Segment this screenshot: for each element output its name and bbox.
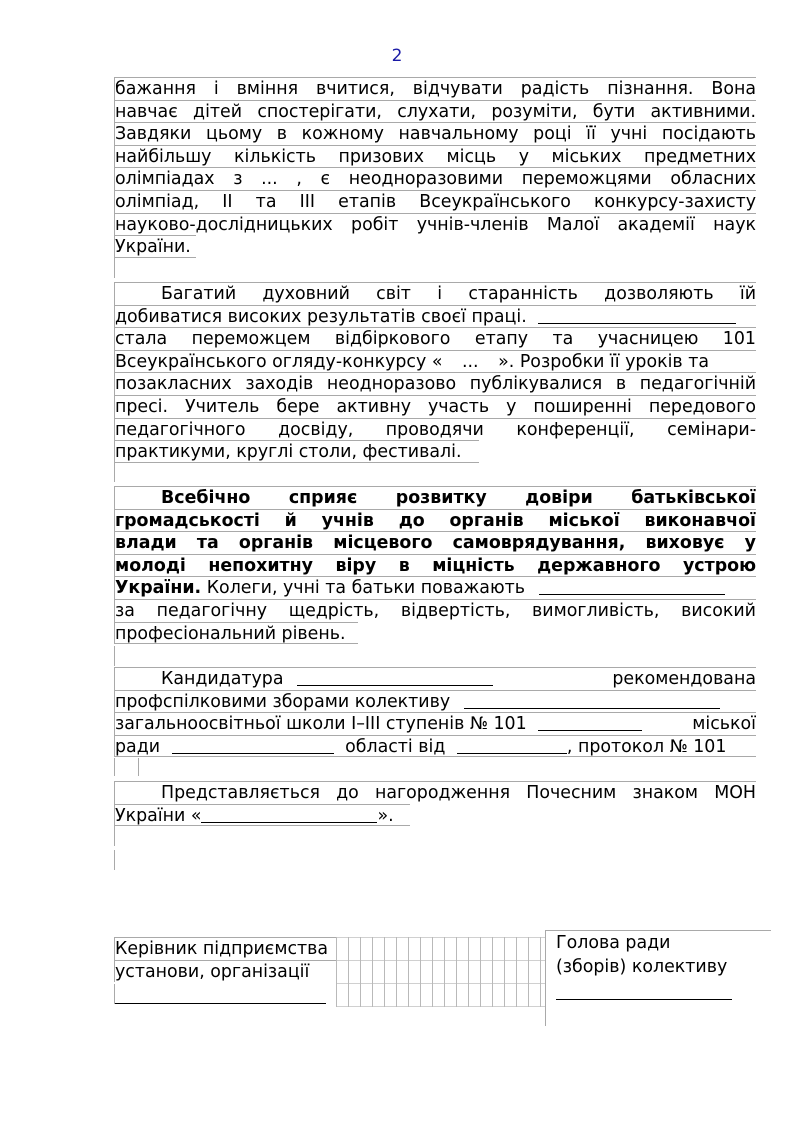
paragraph-marker	[138, 758, 139, 776]
text-line: олімпіад, ІІ та ІІІ етапів Всеукраїнського конкурсу-захисту	[115, 191, 756, 212]
text-line: пресі. Учитель бере активну участь у поширенні передового	[115, 396, 756, 417]
text-line: Всебічно сприяє розвитку довіри батьківської	[114, 486, 756, 509]
paragraph-1	[114, 77, 756, 258]
text-span: загальноосвітньої школи І–ІІІ ступенів № 101	[115, 714, 527, 735]
text-line: бажання і вміння вчитися, відчувати радість пізнання. Вона	[115, 79, 756, 99]
blank-field[interactable]	[539, 578, 725, 595]
paragraph-marker	[114, 984, 115, 1004]
text-line: за педагогічну щедрість, відвертість, вимогливість, високий	[115, 600, 756, 621]
signature-right	[545, 930, 771, 1026]
paragraph-4	[114, 667, 756, 757]
text-line: позакласних заходів неодноразово публікувалися в педагогічній	[115, 374, 756, 395]
text-span: ».	[377, 805, 394, 826]
text-line	[114, 712, 756, 735]
text-line	[114, 690, 756, 713]
text-line	[114, 667, 756, 690]
text-span: області від	[345, 736, 446, 757]
text-line: стала переможцем відбіркового етапу та учасницею 101	[115, 329, 756, 350]
text-span: профспілковими зборами колективу	[115, 691, 451, 712]
blank-field[interactable]	[297, 669, 493, 686]
text-span: Всеукраїнського огляду-конкурсу «	[115, 351, 443, 372]
text-line: олімпіадах з ... , є неодноразовими переможцями обласних	[115, 169, 756, 190]
text-line: практикуми, круглі столи, фестивалі.	[114, 440, 479, 463]
text-span: добиватися високих результатів своєї праці.	[115, 306, 527, 327]
signature-line-right[interactable]	[556, 999, 732, 1000]
paragraph-marker	[114, 850, 115, 870]
text-line	[114, 576, 756, 599]
text-span: України «	[115, 805, 202, 826]
page-number: 2	[391, 46, 403, 66]
table-grid	[336, 937, 545, 1007]
text-span: ». Розробки її уроків та	[498, 351, 709, 372]
paragraph-marker	[114, 646, 115, 666]
text-line: професіональний рівень.	[114, 622, 358, 645]
text-line: України.	[114, 235, 196, 258]
paragraph-3	[114, 486, 756, 644]
text-line: науково-дослідницьких робіт учнів-членів Малої академії наук	[115, 214, 756, 235]
text-line: молоді непохитну віру в міцність державного устрою	[115, 555, 756, 576]
text-line	[114, 305, 756, 328]
text-span: Колеги, учні та батьки поважають	[206, 578, 525, 599]
text-line	[114, 735, 756, 758]
blank-field[interactable]	[457, 737, 567, 754]
paragraph-marker	[114, 758, 115, 776]
text-line: влади та органів місцевого самоврядування, виховує у	[115, 533, 756, 554]
blank-field[interactable]	[172, 737, 334, 754]
paragraph-2	[114, 282, 756, 463]
blank-field[interactable]	[538, 714, 642, 731]
text-span: ...	[462, 351, 479, 372]
signature-title-line: установи, організації	[114, 960, 336, 983]
text-line: Багатий духовний світ і старанність дозволяють їй	[114, 282, 756, 305]
signature-title-line: (зборів) колективу	[556, 957, 728, 977]
text-line: навчає дітей спостерігати, слухати, розуміти, бути активними.	[115, 101, 756, 122]
text-span: Кандидатура	[161, 669, 284, 689]
text-span: України.	[115, 578, 202, 599]
text-span: , протокол № 101	[566, 736, 727, 757]
text-line: громадськості й учнів до органів міської виконавчої	[115, 510, 756, 531]
text-line: Представляється до нагородження Почесним знаком МОН	[114, 781, 756, 804]
text-line: Завдяки цьому в кожному навчальному році її учні посідають	[115, 124, 756, 145]
paragraph-marker	[114, 826, 115, 846]
text-line	[114, 804, 410, 827]
text-span: ради	[115, 736, 161, 757]
paragraph-marker	[114, 462, 115, 482]
blank-field[interactable]	[201, 806, 377, 823]
paragraph-5	[114, 781, 756, 826]
text-line: найбільшу кількість призових місць у міських предметних	[115, 146, 756, 167]
text-line: педагогічного досвіду, проводячи конференції, семінари-	[115, 419, 756, 440]
blank-field[interactable]	[464, 692, 720, 709]
text-span: рекомендована	[612, 669, 756, 689]
signature-title-line: Керівник підприємства	[114, 937, 336, 960]
signature-line-left[interactable]	[114, 1003, 326, 1004]
signature-title-line: Голова ради	[556, 933, 671, 953]
signature-left	[114, 937, 336, 982]
text-span: міської	[692, 714, 756, 735]
paragraph-marker	[114, 258, 115, 278]
blank-field[interactable]	[538, 307, 736, 324]
text-line	[114, 350, 756, 373]
